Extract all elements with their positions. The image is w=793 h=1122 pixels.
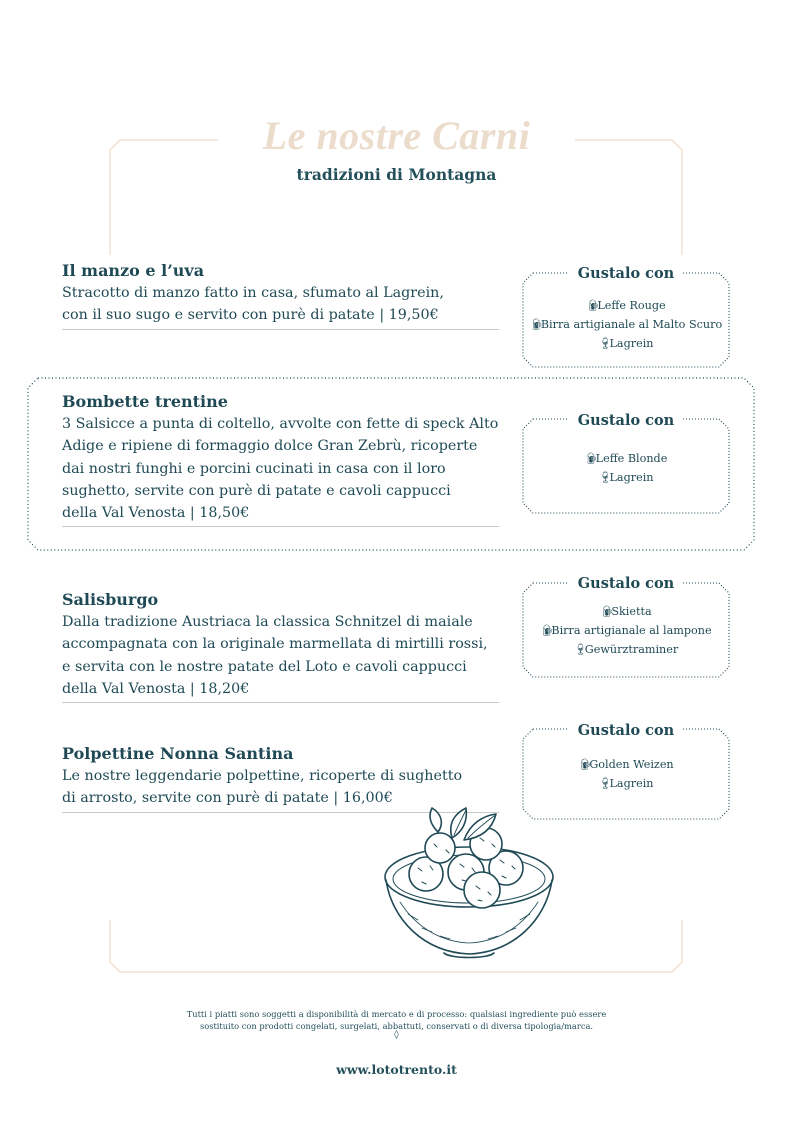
dish-name: Bombette trentine bbox=[62, 392, 228, 411]
divider bbox=[62, 329, 499, 330]
pairing-item: 🍷︎Lagrein bbox=[523, 774, 729, 793]
pairing-item: 🍺︎Leffe Blonde bbox=[523, 449, 729, 468]
pairing-box bbox=[523, 575, 729, 677]
dish-name: Il manzo e l’uva bbox=[62, 261, 205, 280]
wine-glass-icon: 🍷︎ bbox=[573, 643, 588, 656]
dish-description: Stracotto di manzo fatto in casa, sfumato al Lagrein, con il suo sugo e servito con purè di patate | 19,50€ bbox=[62, 285, 444, 324]
dish-description: Dalla tradizione Austriaca la classica Schnitzel di maiale accompagnata con la originale marmellata di mirtilli rossi, e servita con le nostre patate del Loto e cavoli cappucci della Val Venosta | 18,20€ bbox=[62, 614, 488, 697]
page-title: Le nostre Carni bbox=[262, 113, 531, 158]
beer-glass-icon: 🍺︎ bbox=[584, 452, 599, 465]
dish-description: Le nostre leggendarie polpettine, ricoperte di sughetto di arrosto, servite con purè di patate | 16,00€ bbox=[62, 768, 463, 807]
wine-glass-icon: 🍷︎ bbox=[598, 337, 613, 350]
pairing-heading: Gustalo con bbox=[577, 265, 675, 282]
pairing-list bbox=[523, 449, 729, 487]
meatball-bowl-icon bbox=[378, 802, 560, 962]
wine-glass-icon: 🍷︎ bbox=[598, 777, 613, 790]
dish-item bbox=[62, 589, 499, 703]
pairing-item: 🍷︎Gewürztraminer bbox=[523, 640, 729, 659]
pairing-list bbox=[523, 296, 729, 353]
beer-glass-icon: 🍺︎ bbox=[540, 624, 555, 637]
beer-glass-icon: 🍺︎ bbox=[600, 605, 615, 618]
pairing-item: 🍺︎Golden Weizen bbox=[523, 755, 729, 774]
disclaimer-note: Tutti i piatti sono soggetti a disponibilità di mercato e di processo: qualsiasi ingrediente può essere sostituito con prodotti congelati, surgelati, abbattuti, conservati o di diversa tipologia/marca. bbox=[186, 1009, 607, 1031]
pairing-heading: Gustalo con bbox=[577, 412, 675, 429]
pairing-box bbox=[523, 265, 729, 367]
wine-glass-icon: 🍷︎ bbox=[598, 471, 613, 484]
pairing-item: 🍺︎Skietta bbox=[523, 602, 729, 621]
pairing-box bbox=[523, 411, 729, 513]
dish-name: Polpettine Nonna Santina bbox=[62, 744, 294, 763]
pairing-heading: Gustalo con bbox=[577, 722, 675, 739]
pairing-item: 🍺︎Birra artigianale al Malto Scuro bbox=[523, 315, 729, 334]
dish-item bbox=[62, 391, 499, 527]
pairing-item: 🍷︎Lagrein bbox=[523, 468, 729, 487]
beer-glass-icon: 🍺︎ bbox=[529, 318, 544, 331]
beer-glass-icon: 🍺︎ bbox=[586, 299, 601, 312]
pairing-item: 🍺︎Birra artigianale al lampone bbox=[523, 621, 729, 640]
divider bbox=[62, 526, 499, 527]
diamond-icon: ◊ bbox=[394, 1030, 399, 1040]
pairing-list bbox=[523, 602, 729, 659]
page-subtitle: tradizioni di Montagna bbox=[296, 165, 497, 184]
divider bbox=[62, 702, 499, 703]
pairing-item: 🍺︎Leffe Rouge bbox=[523, 296, 729, 315]
pairing-list bbox=[523, 755, 729, 793]
dish-item bbox=[62, 260, 499, 330]
pairing-heading: Gustalo con bbox=[577, 575, 675, 592]
pairing-item: 🍷︎Lagrein bbox=[523, 334, 729, 353]
dish-description: 3 Salsicce a punta di coltello, avvolte con fette di speck Alto Adige e ripiene di formaggio dolce Gran Zebrù, ricoperte dai nostri funghi e porcini cucinati in casa con il loro sughetto, servite con purè di patate e cavoli cappucci della Val Venosta | 18,50€ bbox=[62, 416, 499, 522]
website-link[interactable]: www.lototrento.it bbox=[336, 1062, 457, 1077]
dish-name: Salisburgo bbox=[62, 590, 159, 609]
beer-glass-icon: 🍺︎ bbox=[578, 758, 593, 771]
